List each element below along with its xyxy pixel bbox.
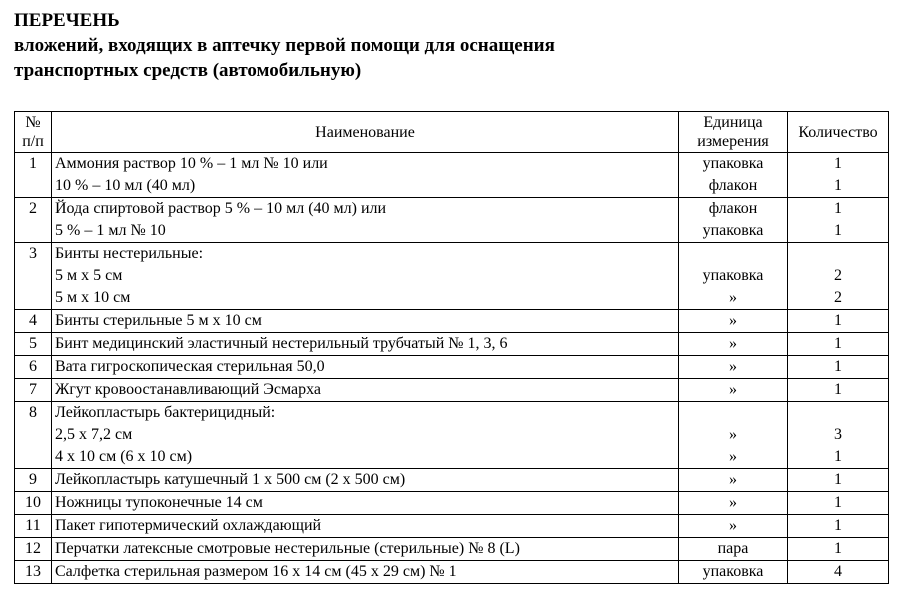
item-unit (682, 402, 784, 424)
item-unit-cell (679, 561, 788, 584)
item-unit: » (729, 517, 737, 534)
item-quantity-cell (788, 198, 889, 243)
header-unit-line-2: измерения (697, 133, 769, 150)
header-number-line-2: п/п (22, 133, 44, 150)
header-quantity: Количество (788, 112, 889, 153)
item-unit: пара (717, 540, 749, 557)
item-quantity (791, 243, 885, 265)
item-quantity: 1 (834, 200, 842, 217)
table-row (15, 469, 889, 492)
item-name-cell (52, 243, 679, 310)
item-unit: » (729, 448, 737, 465)
header-number (15, 112, 52, 153)
item-name: 2,5 х 7,2 см (55, 426, 133, 443)
item-name: 5 м х 10 см (55, 289, 131, 306)
table-row (15, 243, 889, 310)
item-name-cell (52, 538, 679, 561)
header-unit-line-1: Единица (703, 114, 763, 131)
table-row (15, 402, 889, 469)
item-unit: флакон (708, 200, 758, 217)
row-number: 2 (15, 198, 52, 243)
item-name: Перчатки латексные смотровые нестерильные (стерильные) № 8 (L) (55, 540, 520, 557)
header-name: Наименование (52, 112, 679, 153)
item-quantity-cell (788, 379, 889, 402)
item-name: Пакет гипотермический охлаждающий (55, 517, 322, 534)
item-quantity: 1 (834, 540, 842, 557)
item-unit-cell (679, 153, 788, 198)
item-unit-cell (679, 538, 788, 561)
item-quantity: 3 (834, 426, 842, 443)
item-name: Бинт медицинский эластичный нестерильный трубчатый № 1, 3, 6 (55, 335, 508, 352)
row-number: 12 (15, 538, 52, 561)
row-number: 13 (15, 561, 52, 584)
item-name-cell (52, 469, 679, 492)
item-name: Бинты стерильные 5 м х 10 см (55, 312, 262, 329)
item-quantity-cell (788, 469, 889, 492)
table-header-row (15, 112, 889, 153)
item-unit-cell (679, 198, 788, 243)
item-name: 5 м х 5 см (55, 267, 123, 284)
table-row (15, 538, 889, 561)
item-quantity-cell (788, 243, 889, 310)
table-body (15, 153, 889, 584)
item-quantity: 1 (834, 155, 842, 172)
item-unit: » (729, 494, 737, 511)
item-quantity: 1 (834, 448, 842, 465)
item-unit: упаковка (702, 563, 764, 580)
item-name-cell (52, 379, 679, 402)
item-quantity-cell (788, 402, 889, 469)
item-unit: » (729, 335, 737, 352)
item-quantity (791, 402, 885, 424)
document-heading (14, 8, 555, 83)
item-quantity-cell (788, 153, 889, 198)
table-row (15, 492, 889, 515)
item-quantity: 1 (834, 177, 842, 194)
item-name-cell (52, 153, 679, 198)
item-unit: упаковка (702, 155, 764, 172)
item-name: Лейкопластырь катушечный 1 х 500 см (2 х 500 см) (55, 471, 406, 488)
item-quantity: 1 (834, 358, 842, 375)
item-unit-cell (679, 356, 788, 379)
item-quantity-cell (788, 515, 889, 538)
row-number: 1 (15, 153, 52, 198)
item-unit-cell (679, 402, 788, 469)
item-unit: » (729, 358, 737, 375)
header-number-line-1: № (25, 114, 41, 131)
item-name-cell (52, 310, 679, 333)
item-unit-cell (679, 515, 788, 538)
item-name-cell (52, 561, 679, 584)
item-quantity: 1 (834, 312, 842, 329)
row-number: 5 (15, 333, 52, 356)
item-quantity-cell (788, 538, 889, 561)
row-number: 6 (15, 356, 52, 379)
item-quantity: 1 (834, 381, 842, 398)
item-name: 5 % – 1 мл № 10 (55, 222, 166, 239)
table-row (15, 515, 889, 538)
item-name: Вата гигроскопическая стерильная 50,0 (55, 358, 325, 375)
item-name-cell (52, 402, 679, 469)
item-name-cell (52, 492, 679, 515)
row-number: 4 (15, 310, 52, 333)
item-unit-cell (679, 469, 788, 492)
item-name-cell (52, 198, 679, 243)
table-row (15, 198, 889, 243)
item-unit: » (729, 312, 737, 329)
table-row (15, 333, 889, 356)
item-quantity: 1 (834, 335, 842, 352)
item-unit: » (729, 289, 737, 306)
item-unit-cell (679, 243, 788, 310)
row-number: 8 (15, 402, 52, 469)
row-number: 9 (15, 469, 52, 492)
item-name: Лейкопластырь бактерицидный: (55, 404, 276, 421)
item-quantity-cell (788, 356, 889, 379)
item-quantity: 2 (834, 289, 842, 306)
item-unit-cell (679, 379, 788, 402)
item-quantity: 1 (834, 222, 842, 239)
item-name: Жгут кровоостанавливающий Эсмарха (55, 381, 321, 398)
item-unit: упаковка (702, 267, 764, 284)
item-quantity-cell (788, 310, 889, 333)
row-number: 11 (15, 515, 52, 538)
item-name-cell (52, 515, 679, 538)
row-number: 7 (15, 379, 52, 402)
item-unit: » (729, 381, 737, 398)
table-row (15, 356, 889, 379)
item-name: Йода спиртовой раствор 5 % – 10 мл (40 мл) или (55, 200, 387, 217)
table-row (15, 379, 889, 402)
item-name-cell (52, 356, 679, 379)
item-unit-cell (679, 492, 788, 515)
item-quantity: 2 (834, 267, 842, 284)
item-quantity-cell (788, 492, 889, 515)
heading-subtitle-line-2: транспортных средств (автомобильную) (14, 60, 362, 81)
table-row (15, 153, 889, 198)
item-unit: флакон (708, 177, 758, 194)
item-name: Салфетка стерильная размером 16 х 14 см (45 х 29 см) № 1 (55, 563, 457, 580)
item-quantity: 1 (834, 471, 842, 488)
item-unit: » (729, 471, 737, 488)
item-unit: » (729, 426, 737, 443)
item-unit: упаковка (702, 222, 764, 239)
item-unit-cell (679, 333, 788, 356)
heading-title: ПЕРЕЧЕНЬ (14, 10, 120, 31)
item-name-cell (52, 333, 679, 356)
table-row (15, 561, 889, 584)
item-quantity-cell (788, 333, 889, 356)
heading-subtitle-line-1: вложений, входящих в аптечку первой помощи для оснащения (14, 35, 555, 56)
item-quantity: 1 (834, 494, 842, 511)
table-row (15, 310, 889, 333)
item-quantity: 1 (834, 517, 842, 534)
first-aid-kit-table (14, 111, 889, 584)
header-unit (679, 112, 788, 153)
item-name: Ножницы тупоконечные 14 см (55, 494, 263, 511)
item-name: Аммония раствор 10 % – 1 мл № 10 или (55, 155, 328, 172)
row-number: 10 (15, 492, 52, 515)
item-unit (682, 243, 784, 265)
item-name: 4 х 10 см (6 х 10 см) (55, 448, 193, 465)
row-number: 3 (15, 243, 52, 310)
item-name: 10 % – 10 мл (40 мл) (55, 177, 196, 194)
item-quantity: 4 (834, 563, 842, 580)
item-unit-cell (679, 310, 788, 333)
item-quantity-cell (788, 561, 889, 584)
item-name: Бинты нестерильные: (55, 245, 204, 262)
